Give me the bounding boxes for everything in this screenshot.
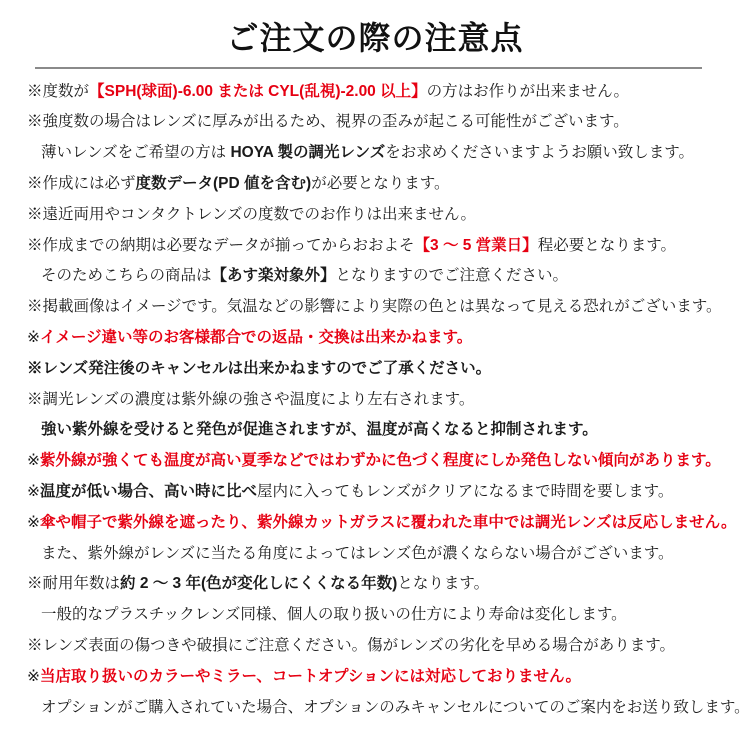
notice-text: ※調光レンズの濃度は紫外線の強さや温度により左右されます。 (27, 390, 475, 408)
notice-text: ※強度数の場合はレンズに厚みが出るため、視界の歪みが起こる可能性がございます。 (27, 113, 629, 131)
notice-text: 【あす楽対象外】 (211, 267, 336, 285)
notice-line (0, 292, 750, 323)
page-title: ご注文の際の注意点 (226, 20, 524, 56)
notice-line (0, 77, 750, 108)
notice-text: ※ (27, 328, 40, 346)
notice-line (0, 107, 750, 138)
notice-line (0, 569, 750, 600)
notice-text-red: 【SPH(球面)-6.00 または CYL(乱視)-2.00 以上】 (89, 82, 427, 100)
notice-text: オプションがご購入されていた場合、オプションのみキャンセルについてのご案内をお送り致します。 (41, 698, 750, 716)
notice-text: ※ (27, 513, 40, 531)
notice-line (0, 415, 750, 446)
notice-text-red: イメージ違い等のお客様都合での返品・交換は出来かねます。 (40, 328, 473, 346)
notice-text: をお求めくださいますようお願い致します。 (385, 144, 694, 162)
notice-line (0, 693, 750, 724)
notice-text: となりますのでご注意ください。 (335, 267, 569, 285)
notice-text: ※作成には必ず (27, 174, 136, 192)
notice-text: ※度数が (27, 82, 90, 100)
notice-text: ※耐用年数は (27, 575, 121, 593)
notice-text: の方はお作りが出来ません。 (426, 82, 630, 100)
notice-text: が必要となります。 (311, 174, 450, 192)
notice-line (0, 631, 750, 662)
notice-line (0, 138, 750, 169)
notice-line (0, 231, 750, 262)
notice-line (0, 200, 750, 231)
notice-text: ※遠近両用やコンタクトレンズの度数でのお作りは出来ません。 (27, 205, 476, 223)
notice-text: 度数データ(PD 値を含む) (135, 174, 312, 192)
notice-text: 程必要となります。 (537, 236, 676, 254)
notice-line (0, 323, 750, 354)
notice-text: HOYA 製の調光レンズ (230, 144, 386, 162)
notice-text: ※レンズ表面の傷つきや破損にご注意ください。傷がレンズの劣化を早める場合があります。 (27, 636, 676, 654)
notice-text: ※ (27, 667, 40, 685)
notice-text-red: 【3 〜 5 営業日】 (414, 236, 538, 254)
notice-text: 約 2 〜 3 年(色が変化しにくくなる年数) (120, 575, 398, 593)
notice-text: ※作成までの納期は必要なデータが揃ってからおおよそ (27, 236, 415, 254)
notice-line (0, 169, 750, 200)
notice-text: 強い紫外線を受けると発色が促進されますが、温度が高くなると抑制されます。 (41, 421, 598, 439)
notice-line (0, 477, 750, 508)
notice-text: そのためこちらの商品は (41, 267, 212, 285)
notice-line (0, 539, 750, 570)
notice-text-red: 紫外線が強くても温度が高い夏季などではわずかに色づく程度にしか発色しない傾向があります。 (40, 452, 721, 470)
notice-line (0, 385, 750, 416)
notice-list (0, 69, 750, 724)
notice-line (0, 508, 750, 539)
notice-text: また、紫外線がレンズに当たる角度によってはレンズ色が濃くならない場合がございます。 (41, 544, 674, 562)
notice-line (0, 261, 750, 292)
notice-line (0, 600, 750, 631)
notice-line (0, 662, 750, 693)
notice-text: 屋内に入ってもレンズがクリアになるまで時間を要します。 (257, 482, 674, 500)
notice-line (0, 354, 750, 385)
notice-text: ※ (27, 482, 40, 500)
notice-text: ※掲載画像はイメージです。気温などの影響により実際の色とは異なって見える恐れがございます。 (27, 298, 722, 316)
notice-text: 温度が低い場合、高い時に比べ (40, 482, 258, 500)
notice-text: となります。 (397, 575, 490, 593)
notice-text: 一般的なプラスチックレンズ同様、個人の取り扱いの仕方により寿命は変化します。 (41, 606, 627, 624)
notice-text: ※ (27, 452, 40, 470)
notice-text-red: 当店取り扱いのカラーやミラー、コートオプションには対応しておりません。 (40, 667, 581, 685)
notice-text-red: 傘や帽子で紫外線を遮ったり、紫外線カットガラスに覆われた車中では調光レンズは反応しません。 (40, 513, 737, 531)
notice-text: 薄いレンズをご希望の方は (41, 144, 231, 162)
notice-text: ※レンズ発注後のキャンセルは出来かねますのでご了承ください。 (27, 359, 492, 377)
notice-line (0, 446, 750, 477)
